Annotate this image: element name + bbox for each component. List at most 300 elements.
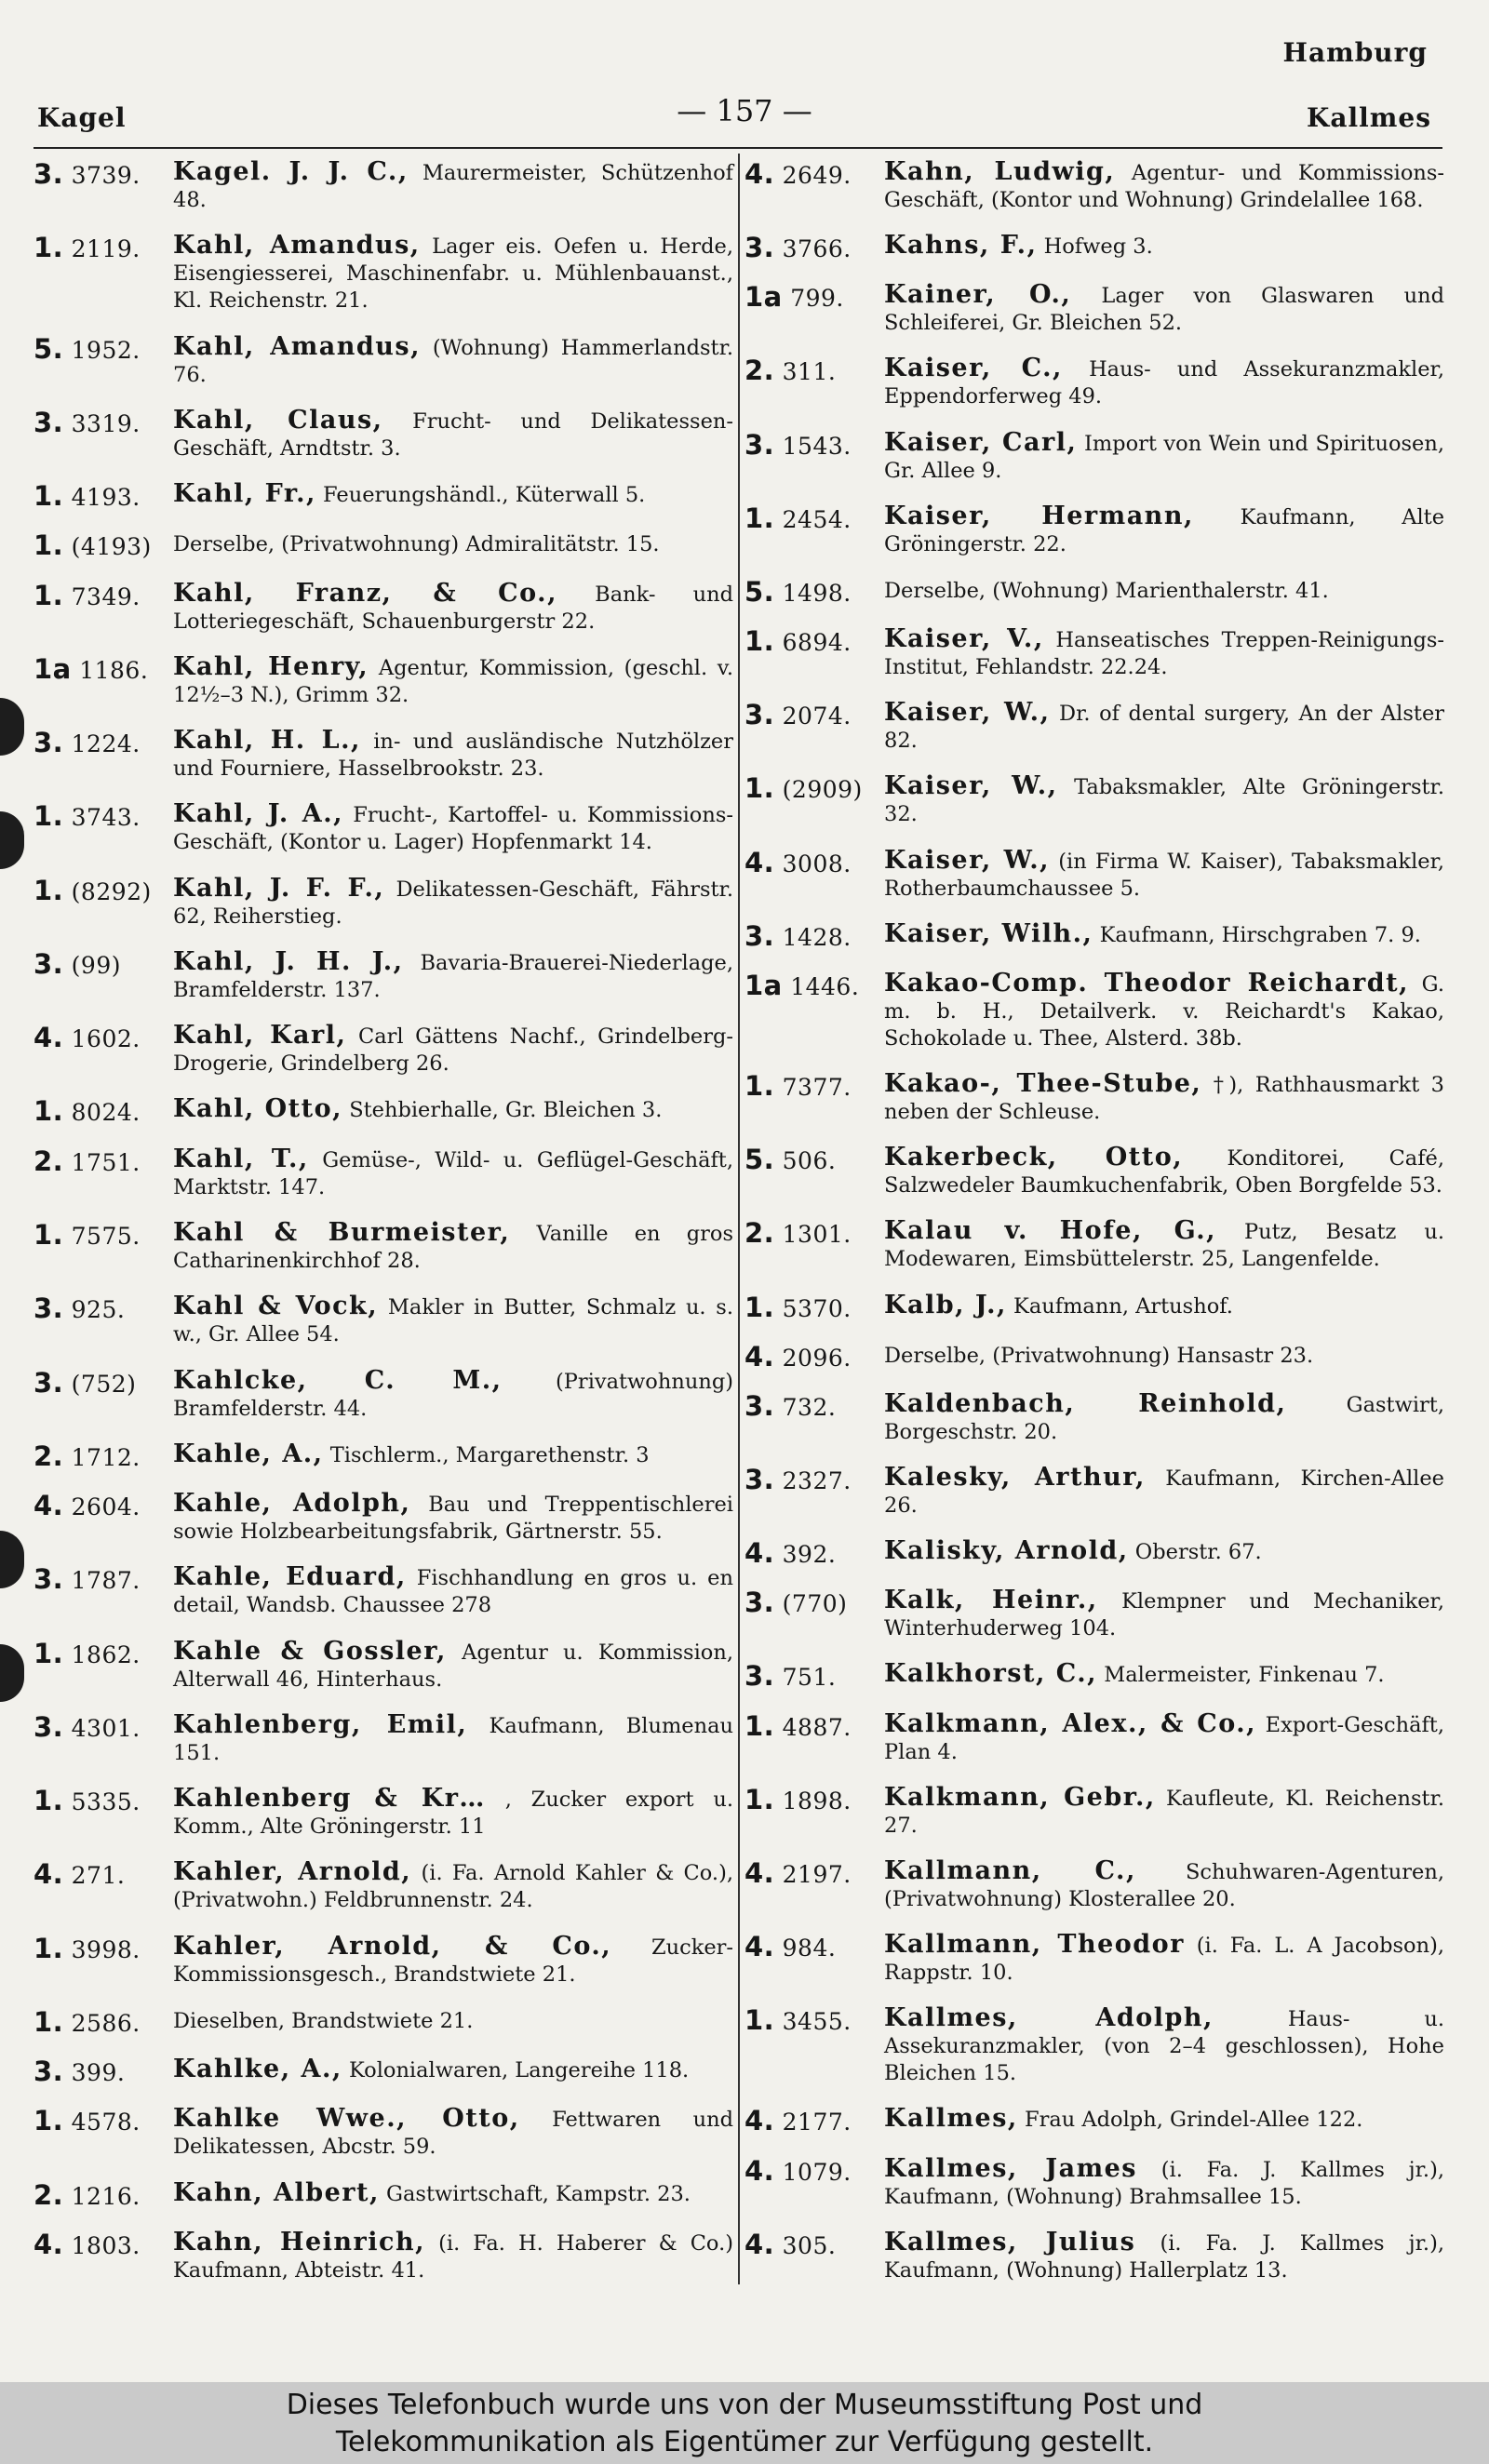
- entry-zone: 3.: [34, 1563, 64, 1596]
- entry-body: [884, 847, 1444, 903]
- entry-number: 3008.: [782, 850, 852, 877]
- footer-line-2: Telekommunikation als Eigentümer zur Verfügung gestellt.: [335, 2426, 1154, 2458]
- entry-name: Kahlke Wwe., Otto,: [173, 2104, 520, 2134]
- entry-details: Oberstr. 67.: [1134, 1540, 1262, 1565]
- entry-number: 7575.: [71, 1222, 141, 1250]
- entry-name: Kahler, Arnold, & Co.,: [173, 1931, 612, 1961]
- entry-phone-number: [34, 407, 173, 438]
- entry-details: in- und ausländische Nutzhölzer und Fourniere, Hasselbrookstr. 23.: [173, 730, 733, 782]
- entry-phone-number: [34, 1858, 173, 1890]
- entry-number: 3998.: [71, 1935, 141, 1963]
- entry-details: Tischlerm., Margarethenstr. 3: [329, 1442, 650, 1467]
- entry-phone-number: [744, 1217, 884, 1249]
- entry-body: [173, 1490, 733, 1546]
- entry-zone: 1.: [34, 529, 64, 562]
- entry-zone: 2.: [34, 2178, 64, 2211]
- directory-entry: [34, 1490, 733, 1546]
- footer-notice: [0, 2382, 1489, 2464]
- entry-phone-number: [34, 1711, 173, 1743]
- directory-entry: [744, 1587, 1444, 1642]
- directory-entry: [744, 1857, 1444, 1913]
- entry-name: Kahler, Arnold,: [173, 1857, 412, 1887]
- directory-entry: [34, 480, 733, 512]
- entry-phone-number: [34, 2056, 173, 2087]
- entry-phone-number: [34, 1095, 173, 1127]
- entry-name: Kahle & Gossler,: [173, 1636, 447, 1666]
- entry-body: [173, 1219, 733, 1275]
- entry-details: Derselbe, (Wohnung) Marienthalerstr. 41.: [884, 578, 1329, 603]
- entry-details: Gemüse-, Wild- u. Geflügel-Geschäft, Marktstr. 147.: [173, 1147, 734, 1199]
- entry-phone-number: [34, 2179, 173, 2211]
- entry-zone: 1.: [34, 480, 64, 513]
- directory-entry: [744, 1710, 1444, 1766]
- entry-zone: 1.: [34, 2005, 64, 2038]
- entry-number: 4301.: [71, 1714, 141, 1742]
- entry-name: Kahl, J. F. F.,: [173, 873, 385, 903]
- entry-number: 1712.: [71, 1443, 141, 1471]
- entry-name: Kalk, Heinr.,: [884, 1586, 1098, 1615]
- directory-entry: [744, 1537, 1444, 1569]
- directory-entry: [744, 920, 1444, 952]
- entry-name: Kahlke, A.,: [173, 2055, 342, 2084]
- entry-number: 1216.: [71, 2182, 141, 2210]
- entry-zone: 4.: [744, 158, 775, 190]
- entry-phone-number: [744, 502, 884, 534]
- entry-zone: 3.: [744, 699, 775, 731]
- entry-body: [884, 429, 1444, 485]
- entry-zone: 1.: [34, 800, 64, 833]
- entry-body: [173, 875, 733, 931]
- header-rule: [34, 147, 1442, 149]
- directory-entry: [744, 576, 1444, 608]
- entry-body: [173, 158, 733, 214]
- directory-entry: [34, 727, 733, 783]
- entry-body: [173, 1095, 733, 1124]
- directory-entry: [34, 1858, 733, 1914]
- entry-name: Kahle, Eduard,: [173, 1562, 407, 1592]
- entry-details: (i. Fa. Arnold Kahler & Co.), (Privatwohn.) Feldbrunnenstr. 24.: [173, 1861, 734, 1913]
- entry-number: 5335.: [71, 1788, 141, 1816]
- entry-number: 3739.: [71, 162, 141, 189]
- entry-zone: 1.: [744, 502, 775, 534]
- entry-body: [884, 2155, 1444, 2211]
- directory-entry: [744, 502, 1444, 558]
- entry-number: 1602.: [71, 1025, 141, 1053]
- entry-zone: 3.: [34, 1366, 64, 1399]
- entry-details: (Privatwohnung) Bramfelderstr. 44.: [173, 1369, 734, 1421]
- header-last-entry: Kallmes: [1307, 102, 1431, 133]
- directory-entry: [744, 699, 1444, 755]
- entry-body: [173, 2105, 733, 2161]
- directory-entry: [34, 407, 733, 462]
- entry-phone-number: [34, 1440, 173, 1472]
- entry-number: 399.: [71, 2059, 126, 2087]
- entry-number: 506.: [782, 1147, 837, 1175]
- entry-name: Kahl, J. H. J.,: [173, 946, 404, 976]
- entry-phone-number: [34, 1563, 173, 1595]
- entry-name: Kahlcke, C. M.,: [173, 1365, 503, 1395]
- entry-name: Kahl, T.,: [173, 1144, 309, 1173]
- entry-body: [884, 1390, 1444, 1446]
- entry-zone: 5.: [744, 1144, 775, 1176]
- entry-phone-number: [744, 1390, 884, 1422]
- entry-number: 4193.: [71, 484, 141, 512]
- entry-name: Kaldenbach, Reinhold,: [884, 1388, 1287, 1418]
- directory-entry: [744, 1070, 1444, 1126]
- entry-zone: 1.: [744, 625, 775, 658]
- entry-body: [884, 970, 1444, 1052]
- entry-zone: 3.: [744, 232, 775, 264]
- entry-name: Kagel. J. J. C.,: [173, 157, 409, 186]
- entry-phone-number: [34, 800, 173, 832]
- entry-name: Kahn, Ludwig,: [884, 157, 1116, 186]
- entry-name: Kaiser, Carl,: [884, 427, 1078, 457]
- entry-zone: 1.: [744, 1783, 775, 1815]
- entry-details: Schuhwaren-Agenturen, (Privatwohnung) Klosterallee 20.: [884, 1859, 1444, 1911]
- directory-entry: [744, 1784, 1444, 1840]
- entry-number: 2197.: [782, 1860, 852, 1888]
- entry-number: 1952.: [71, 336, 141, 364]
- entry-phone-number: [34, 948, 173, 980]
- entry-number: 799.: [790, 285, 844, 313]
- entry-number: (770): [782, 1590, 848, 1618]
- entry-details: (i. Fa. J. Kallmes jr.), Kaufmann, (Wohnung) Brahmsallee 15.: [884, 2157, 1444, 2209]
- entry-body: [884, 2105, 1444, 2134]
- entry-phone-number: [34, 529, 173, 561]
- entry-number: 2177.: [782, 2109, 852, 2136]
- entry-body: [884, 1341, 1444, 1370]
- entry-details: Lager von Glaswaren und Schleiferei, Gr. Bleichen 52.: [884, 284, 1445, 336]
- entry-details: Agentur, Kommission, (geschl. v. 12½–3 N.), Grimm 32.: [173, 655, 733, 707]
- entry-zone: 4.: [744, 1856, 775, 1889]
- entry-number: 305.: [782, 2231, 837, 2259]
- directory-entry: [34, 580, 733, 636]
- entry-phone-number: [744, 1292, 884, 1323]
- entry-details: Konditorei, Café, Salzwedeler Baumkuchenfabrik, Oben Borgfelde 53.: [884, 1146, 1444, 1199]
- entry-zone: 3.: [34, 406, 64, 438]
- directory-entry: [34, 1022, 733, 1078]
- entry-name: Kahl, Amandus,: [173, 331, 422, 361]
- entry-name: Kahle, A.,: [173, 1439, 324, 1468]
- directory-entry: [34, 232, 733, 315]
- entry-phone-number: [744, 1587, 884, 1618]
- entry-body: [173, 232, 733, 315]
- entry-body: [884, 699, 1444, 755]
- entry-details: Klempner und Mechaniker, Winterhuderweg 104.: [884, 1589, 1444, 1641]
- entry-zone: 3.: [34, 1710, 64, 1743]
- entry-zone: 3.: [744, 428, 775, 461]
- entry-name: Kaiser, W.,: [884, 771, 1058, 801]
- directory-entry: [744, 1144, 1444, 1199]
- directory-entry: [744, 970, 1444, 1052]
- entry-name: Kakerbeck, Otto,: [884, 1143, 1184, 1172]
- entry-phone-number: [744, 699, 884, 730]
- entry-body: [173, 1440, 733, 1469]
- entry-name: Kahlenberg, Emil,: [173, 1709, 468, 1739]
- directory-entry: [744, 1464, 1444, 1520]
- entry-body: [173, 2006, 733, 2035]
- entry-number: 7349.: [71, 583, 141, 610]
- entry-name: Kahns, F.,: [884, 231, 1038, 261]
- entry-phone-number: [34, 1219, 173, 1251]
- entry-name: Kaiser, Wilh.,: [884, 918, 1093, 948]
- entry-number: (4193): [71, 533, 152, 561]
- entry-name: Kakao-Comp. Theodor Reichardt,: [884, 968, 1409, 998]
- entry-number: 4578.: [71, 2109, 141, 2136]
- entry-name: Kahl, Otto,: [173, 1094, 343, 1124]
- directory-entry: [34, 1563, 733, 1619]
- entry-body: [884, 1587, 1444, 1642]
- entry-phone-number: [744, 2105, 884, 2136]
- entry-details: (in Firma W. Kaiser), Tabaksmakler, Rotherbaumchaussee 5.: [884, 849, 1445, 901]
- entry-number: 984.: [782, 1935, 837, 1962]
- entry-zone: 4.: [34, 1858, 64, 1891]
- entry-details: Putz, Besatz u. Modewaren, Eimsbüttelerstr. 25, Langenfelde.: [884, 1220, 1444, 1272]
- entry-number: 1751.: [71, 1148, 141, 1176]
- directory-entry: [34, 1367, 733, 1423]
- entry-body: [173, 1933, 733, 1989]
- entry-phone-number: [744, 158, 884, 190]
- entry-zone: 1.: [744, 1709, 775, 1742]
- entry-details: Kaufmann, Blumenau 151.: [173, 1713, 733, 1765]
- entry-zone: 3.: [34, 727, 64, 759]
- entry-number: (99): [71, 951, 121, 979]
- entry-body: [884, 1710, 1444, 1766]
- entry-name: Kahl, Amandus,: [173, 231, 421, 261]
- directory-entry: [34, 1292, 733, 1348]
- entry-number: 1543.: [782, 432, 852, 460]
- entry-name: Kahl, Karl,: [173, 1021, 347, 1051]
- entry-body: [884, 1217, 1444, 1273]
- entry-details: Kaufmann, Artushof.: [1013, 1293, 1233, 1319]
- entry-name: Kallmes, James: [884, 2153, 1138, 2183]
- entry-zone: 1.: [744, 2004, 775, 2037]
- entry-name: Kalkmann, Gebr.,: [884, 1782, 1156, 1812]
- entry-phone-number: [34, 333, 173, 365]
- entry-name: Kallmann, C.,: [884, 1855, 1136, 1885]
- entry-phone-number: [34, 1292, 173, 1324]
- entry-body: [173, 1638, 733, 1694]
- entry-details: (i. Fa. H. Haberer & Co.) Kaufmann, Abteistr. 41.: [173, 2230, 733, 2283]
- entry-zone: 5.: [744, 575, 775, 608]
- entry-phone-number: [34, 2229, 173, 2260]
- entry-details: G. m. b. H., Detailverk. v. Reichardt's Kakao, Schokolade u. Thee, Alsterd. 38b.: [884, 971, 1444, 1051]
- entry-name: Kaiser, V.,: [884, 624, 1044, 654]
- entry-number: 311.: [782, 358, 837, 386]
- entry-name: Kalisky, Arnold,: [884, 1536, 1129, 1566]
- entry-body: [884, 355, 1444, 410]
- entry-phone-number: [34, 1933, 173, 1964]
- entry-zone: 4.: [744, 2154, 775, 2187]
- entry-name: Kalkmann, Alex., & Co.,: [884, 1708, 1257, 1738]
- entry-number: 1862.: [71, 1640, 141, 1668]
- entry-phone-number: [744, 2155, 884, 2187]
- entry-details: Haus- u. Assekuranzmakler, (von 2–4 geschlossen), Hohe Bleichen 15.: [884, 2007, 1444, 2086]
- entry-number: 925.: [71, 1296, 126, 1324]
- entry-details: Carl Gättens Nachf., Grindelberg-Drogerie, Grindelberg 26.: [173, 1024, 733, 1077]
- entry-name: Kalau v. Hofe, G.,: [884, 1216, 1217, 1246]
- entry-details: Derselbe, (Privatwohnung) Admiralitätstr. 15.: [173, 532, 660, 557]
- binding-hole-mark: [0, 698, 24, 756]
- entry-number: 2586.: [71, 2009, 141, 2037]
- entry-zone: 4.: [744, 2228, 775, 2260]
- entry-zone: 1a: [744, 969, 783, 1001]
- directory-entry: [744, 2155, 1444, 2211]
- entry-number: 751.: [782, 1664, 837, 1692]
- entry-body: [173, 1711, 733, 1767]
- directory-entry: [744, 1217, 1444, 1273]
- entry-name: Kallmes,: [884, 2104, 1018, 2134]
- header-city: Hamburg: [1282, 37, 1428, 68]
- entry-phone-number: [34, 1638, 173, 1669]
- entry-zone: 1.: [34, 1218, 64, 1251]
- entry-body: [173, 1563, 733, 1619]
- directory-entry: [744, 281, 1444, 337]
- entry-body: [173, 727, 733, 783]
- entry-zone: 3.: [744, 1587, 775, 1619]
- entry-phone-number: [744, 847, 884, 878]
- directory-entry: [34, 1145, 733, 1201]
- entry-number: 3455.: [782, 2008, 852, 2036]
- directory-entry: [34, 1638, 733, 1694]
- directory-entry: [744, 1660, 1444, 1692]
- entry-number: 1898.: [782, 1787, 852, 1815]
- entry-phone-number: [744, 232, 884, 263]
- entry-number: 2604.: [71, 1493, 141, 1521]
- directory-entry: [34, 875, 733, 931]
- binding-hole-mark: [0, 1531, 24, 1588]
- entry-phone-number: [744, 2229, 884, 2260]
- entry-number: 4887.: [782, 1713, 852, 1741]
- entry-number: 1224.: [71, 730, 141, 758]
- directory-entry: [34, 653, 733, 709]
- entry-name: Kahl & Vock,: [173, 1292, 379, 1321]
- entry-phone-number: [34, 1145, 173, 1177]
- directory-entry: [744, 1292, 1444, 1323]
- column-divider: [738, 154, 740, 2284]
- directory-entry: [744, 847, 1444, 903]
- entry-body: [173, 407, 733, 462]
- directory-entry: [744, 1341, 1444, 1373]
- entry-name: Kahn, Heinrich,: [173, 2227, 425, 2256]
- entry-phone-number: [744, 625, 884, 657]
- entry-body: [884, 1784, 1444, 1840]
- entry-zone: 4.: [744, 2105, 775, 2137]
- entry-body: [173, 653, 733, 709]
- entry-zone: 1a: [744, 281, 783, 314]
- entry-number: 1803.: [71, 2231, 141, 2259]
- entry-details: Kaufmann, Alte Gröningerstr. 22.: [884, 504, 1445, 556]
- entry-zone: 5.: [34, 332, 64, 365]
- entry-details: Zucker-Kommissionsgesch., Brandstwiete 21.: [173, 1935, 734, 1987]
- entry-phone-number: [744, 1931, 884, 1962]
- entry-number: 1498.: [782, 579, 852, 607]
- entry-name: Kalesky, Arthur,: [884, 1462, 1146, 1492]
- entry-number: 1787.: [71, 1567, 141, 1595]
- directory-entry: [34, 1711, 733, 1767]
- directory-entry: [34, 333, 733, 389]
- directory-entry: [744, 2004, 1444, 2087]
- entry-phone-number: [744, 920, 884, 952]
- left-column: [34, 158, 733, 2284]
- entry-phone-number: [34, 232, 173, 263]
- entry-name: Kakao-, Thee-Stube,: [884, 1069, 1202, 1099]
- directory-entry: [744, 2105, 1444, 2136]
- entry-body: [173, 480, 733, 509]
- entry-zone: 1.: [34, 232, 64, 264]
- entry-details: Maurermeister, Schützenhof 48.: [173, 161, 733, 212]
- entry-name: Kahl, H. L.,: [173, 726, 361, 756]
- entry-phone-number: [34, 1022, 173, 1053]
- entry-zone: 1.: [34, 579, 64, 611]
- entry-zone: 3.: [34, 158, 64, 190]
- directory-entry: [34, 2229, 733, 2284]
- entry-body: [173, 1367, 733, 1423]
- entry-details: Tabaksmakler, Alte Gröningerstr. 32.: [884, 775, 1444, 827]
- entry-phone-number: [34, 1785, 173, 1816]
- entry-details: (Wohnung) Hammerlandstr. 76.: [173, 335, 734, 387]
- entry-details: Frucht- und Delikatessen-Geschäft, Arndtstr. 3.: [173, 408, 733, 461]
- directory-entry: [34, 1095, 733, 1127]
- entry-details: Export-Geschäft, Plan 4.: [884, 1712, 1444, 1764]
- directory-entry: [744, 1390, 1444, 1446]
- entry-zone: 1.: [34, 1785, 64, 1817]
- entry-details: Frucht-, Kartoffel- u. Kommissions-Geschäft, (Kontor u. Lager) Hopfenmarkt 14.: [173, 803, 733, 855]
- binding-hole-mark: [0, 811, 24, 869]
- entry-details: Gastwirtschaft, Kampstr. 23.: [386, 2181, 691, 2206]
- entry-phone-number: [34, 480, 173, 512]
- directory-entry: [34, 158, 733, 214]
- entry-zone: 1.: [34, 874, 64, 906]
- directory-entry: [34, 1785, 733, 1841]
- entry-details: Kolonialwaren, Langereihe 118.: [348, 2058, 690, 2083]
- entry-phone-number: [744, 1857, 884, 1889]
- entry-details: Kaufmann, Hirschgraben 7. 9.: [1099, 922, 1421, 947]
- entry-zone: 3.: [744, 1463, 775, 1495]
- entry-zone: 3.: [744, 1389, 775, 1422]
- entry-phone-number: [34, 653, 173, 685]
- directory-entry: [34, 2006, 733, 2038]
- directory-entry: [744, 158, 1444, 214]
- entry-details: Stehbierhalle, Gr. Bleichen 3.: [349, 1098, 663, 1123]
- page-number: — 157 —: [677, 93, 812, 128]
- entry-number: 3766.: [782, 235, 852, 263]
- entry-details: Dieselben, Brandstwiete 21.: [173, 2008, 474, 2033]
- entry-body: [884, 281, 1444, 337]
- entry-details: Bau und Treppentischlerei sowie Holzbearbeitungsfabrik, Gärtnerstr. 55.: [173, 1493, 733, 1545]
- entry-zone: 4.: [744, 846, 775, 878]
- entry-phone-number: [744, 970, 884, 1001]
- entry-details: †), Rathhausmarkt 3 neben der Schleuse.: [884, 1073, 1444, 1125]
- entry-body: [173, 1292, 733, 1348]
- entry-phone-number: [744, 1464, 884, 1495]
- entry-body: [884, 1537, 1444, 1566]
- directory-entry: [744, 625, 1444, 681]
- directory-entry: [34, 529, 733, 561]
- entry-zone: 3.: [34, 2056, 64, 2088]
- entry-details: Derselbe, (Privatwohnung) Hansastr 23.: [884, 1343, 1314, 1368]
- entry-phone-number: [744, 2004, 884, 2036]
- entry-details: Haus- und Assekuranzmakler, Eppendorferweg 49.: [884, 357, 1444, 409]
- entry-zone: 1.: [744, 772, 775, 805]
- entry-zone: 2.: [34, 1145, 64, 1177]
- entry-number: 1079.: [782, 2158, 852, 2186]
- entry-body: [884, 576, 1444, 605]
- entry-number: 3319.: [71, 409, 141, 437]
- entry-number: (8292): [71, 877, 152, 905]
- entry-zone: 4.: [744, 1340, 775, 1373]
- entry-details: Makler in Butter, Schmalz u. s. w., Gr. Allee 54.: [173, 1295, 733, 1347]
